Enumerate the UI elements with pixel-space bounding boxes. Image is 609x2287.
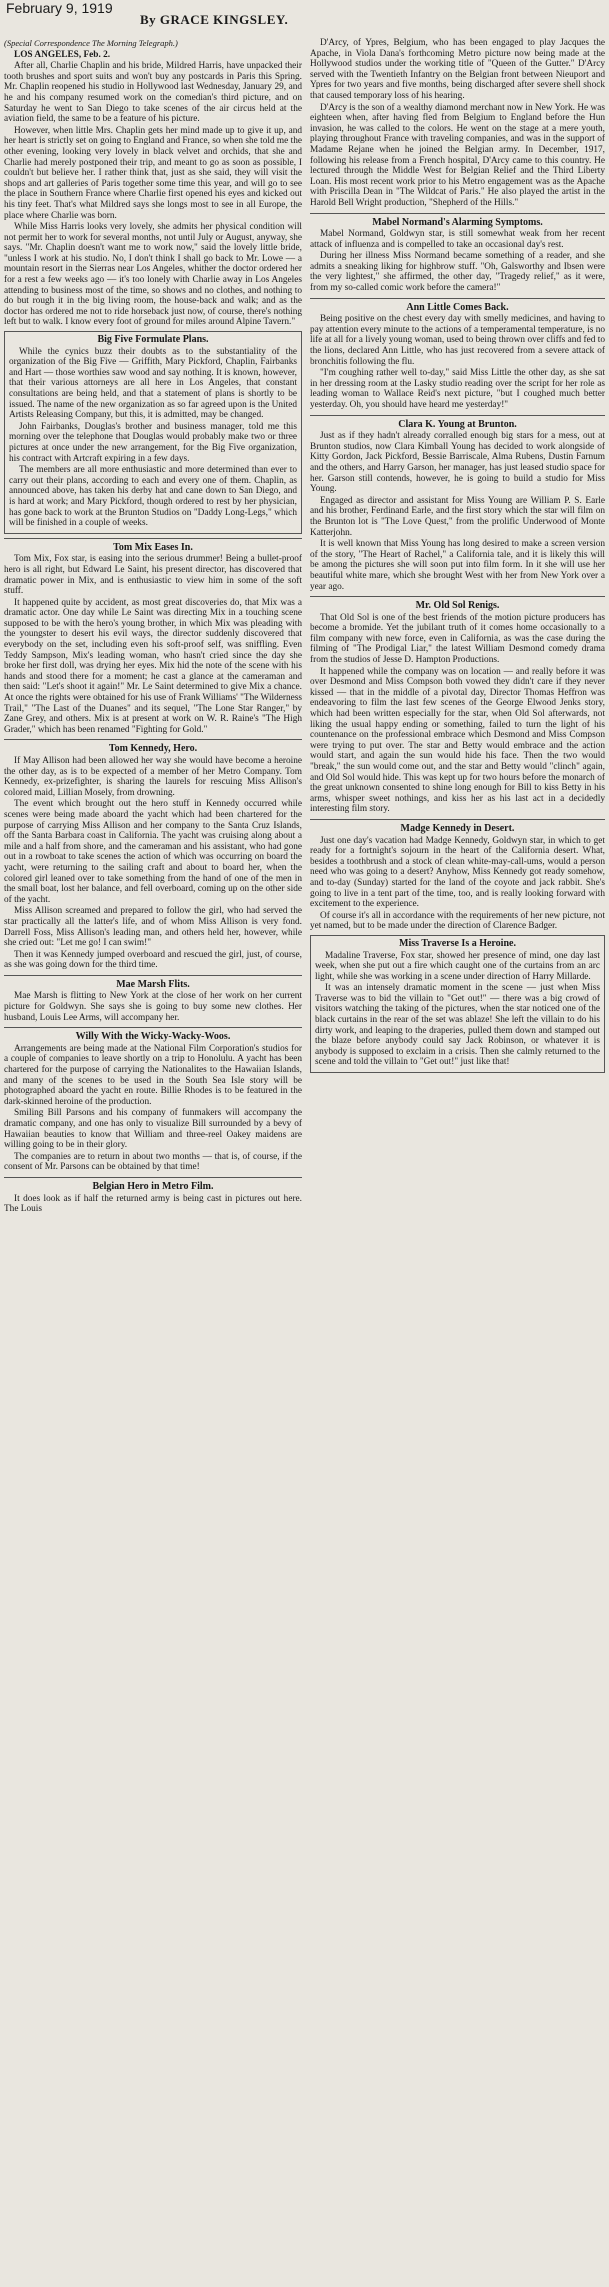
section-paragraph: The members are all more enthusiastic and more determined than ever to carry out their plans, according to each and every one of them. Chaplin, as announced above, has taken his derby hat and cane down to San Diego, and is hard at work; and Mary Pickford, though ordered to rest by her physician, has gone back to work at the Brunton Studios on "Daddy Long-Legs," which will be finished in a couple of weeks.: [9, 465, 297, 529]
section-divider: [310, 596, 605, 597]
section-heading: Clara K. Young at Brunton.: [398, 418, 517, 430]
section-heading: Big Five Formulate Plans.: [97, 334, 209, 346]
section-paragraph: Miss Allison screamed and prepared to follow the girl, who had served the star practically all the latter's life, and of whom Miss Allison is very fond. Darrell Foss, Miss Allison's leading man, and others held her, however, while she cried out: "Let me go! I can swim!": [4, 906, 302, 949]
section-heading: Tom Mix Eases In.: [113, 541, 193, 553]
section-paragraph: Mabel Normand, Goldwyn star, is still somewhat weak from her recent attack of influenza and is compelled to take an occasional day's rest.: [310, 229, 605, 250]
section-heading: Mr. Old Sol Renigs.: [415, 600, 500, 612]
section-divider: [4, 975, 302, 976]
article-section: [310, 213, 605, 294]
section-heading: Willy With the Wicky-Wacky-Woos.: [75, 1031, 231, 1043]
section-paragraph: It happened while the company was on location — and really before it was over Desmond and Miss Compson both vowed they didn't care if they never kissed — that in the middle of a pivotal day, Director Thomas Heffron was endeavoring to film the last few scenes of the George Elwood Jenks story, which had been written especially for the star, when Old Sol afterwards, not liking the usual happy ending or something, failed to turn the light of his countenance on the professional embrace which Desmond and Miss Compson were trying to put over. The star and Betty would embrace and the action would start, and again the sun would hide his face. Then the two would "break," the sun would come out, and the star and Betty would "clinch" again, and Old Sol would hide. This was kept up for two hours before the monarch of the great unknown consented to shine long enough for Bill to kiss Betty in his arms, whisper sweet nothings, and kiss her as his last act in a decidedly interesting film story.: [310, 666, 605, 815]
section-divider: [4, 1027, 302, 1028]
section-paragraph: During her illness Miss Normand became something of a reader, and she admits a sneaking liking for highbrow stuff. "Oh, Galsworthy and Ibsen were the very lightest," she affirmed, the other day, "Tragedy relief," as it were, from my so-called comic work before the camera!": [310, 251, 605, 294]
left-sections: [4, 331, 302, 1215]
section-paragraph: It is well known that Miss Young has long desired to make a screen version of the story, "The Heart of Rachel," a California tale, and it is likely this will be among the pictures she will soon put into film form. In it she will use her beautiful white mare, which she brought West with her from New York over a year ago.: [310, 539, 605, 592]
section-paragraph: Madaline Traverse, Fox star, showed her presence of mind, one day last week, when she put out a fire which caught one of the curtains from an arc light, while she was working in a scene under direction of Harry Millarde.: [315, 950, 600, 982]
section-paragraph: Just one day's vacation had Madge Kennedy, Goldwyn star, in which to get ready for a fortnight's sojourn in the heart of the California desert. What, besides a toothbrush and a stock of clean white-may-call-ums, would a person need who was going to a desert? Anyhow, Miss Kennedy got ready somehow, and to-day (Sunday) started for the land of the coyote and jack rabbit. She's going to live in a tent part of the time, too, and is really looking forward with excitement to the experience.: [310, 835, 605, 910]
article-section: [310, 596, 605, 815]
section-divider: [310, 298, 605, 299]
continued-paragraph: D'Arcy, of Ypres, Belgium, who has been engaged to play Jacques the Apache, in Viola Dana's forthcoming Metro picture now being made at the Hollywood studios under the working title of "Queen of the Gutter." D'Arcy served with the Twentieth Infantry on the Belgian front between Nieuport and Ypres for two years and five months, being discharged after severe shell shock that caused temporary loss of his hearing.: [310, 38, 605, 101]
article-section: [4, 1027, 302, 1173]
section-paragraph: Being positive on the chest every day with smelly medicines, and having to pay attention every minute to the actions of a temperamental temperature, is no life at all for a lively young woman, used to being thrown over cliffs and fed to the lions, declared Ann Little, who has just recovered from a severe attack of bronchitis following the flu.: [310, 314, 605, 367]
section-divider: [310, 415, 605, 416]
right-sections: [310, 213, 605, 1074]
section-divider: [4, 1177, 302, 1178]
section-paragraph: Smiling Bill Parsons and his company of funmakers will accompany the dramatic company, and one has only to visualize Bill surrounded by a bevy of Hawaiian beauties to know that William and three-reel Oakey maidens are willing going to be in their glory.: [4, 1108, 302, 1151]
article-section: [310, 819, 605, 932]
continued-story: [310, 38, 605, 209]
section-heading: Tom Kennedy, Hero.: [108, 743, 198, 755]
section-paragraph: "I'm coughing rather well to-day," said Miss Little the other day, as she sat in her dressing room at the Lasky studio reading over the script for her role as leading woman to Wallace Reid's next picture, "but I coughed much better yesterday. Oh, you should have heard me yesterday!": [310, 368, 605, 410]
correspondence-credit: (Special Correspondence The Morning Telegraph.): [4, 38, 178, 48]
section-paragraph: The event which brought out the hero stuff in Kennedy occurred while scenes were being made aboard the yacht which had been chartered for the purpose of carrying Miss Allison and her company to the Santa Cruz Islands, off the Santa Barbara coast in California. The yacht was cruising along about a mile and a half from shore, and the cameraman and his assistant, who had gone out in a rowboat to take scenes the action of which was occurring on board the yacht, were returning to the sailing craft and about to board her, when the colored girl leaned over to take something from the hand of one of the men in the small boat, lost her balance, and fell overboard, coming up on the other side of the yacht.: [4, 799, 302, 905]
article-section: [4, 975, 302, 1023]
article-section: [310, 415, 605, 593]
lead-paragraph: After all, Charlie Chaplin and his bride, Mildred Harris, have unpacked their tooth brushes and sport suits and won't buy any postcards in Paris this Spring. Mr. Chaplin reopened his studio in Hollywood last Wednesday, January 29, and he and his company resumed work on the comedian's third picture, and on Saturday he went to San Diego to take scenes of the air circus held at the aviation field, the same to be a feature of his picture.: [4, 61, 302, 125]
section-paragraph: That Old Sol is one of the best friends of the motion picture producers has become a bromide. Yet the jubilant truth of it comes home occasionally to a film company with new force, even in California, as was the case during the filming of "The Prodigal Liar," the latest William Desmond comedy drama from the studios of Jesse D. Hampton Productions.: [310, 612, 605, 666]
section-paragraph: Of course it's all in accordance with the requirements of her new picture, not yet named, but to be made under the direction of Clarence Badger.: [310, 910, 605, 932]
section-divider: [4, 538, 302, 539]
section-paragraph: It happened quite by accident, as most great discoveries do, that Mix was a dramatic actor. One day while Le Saint was directing Mix in a touching scene supposed to be with the hero's young brother, in which Mix was pleading with the youngster to desert his evil ways, the director suddenly discovered that everybody on the set, including even his soft-proof self, was sniffling. Even Teddy Sampson, Mix's leading woman, who hasn't cried since the day she broke her first doll, was drying her eyes. Mix hid the note of the scene with his hands and stood there for a moment; he cast a glance at the cameraman and then said: "Let's shoot it again!" Mr. Le Saint determined to give Mix a chance. At once the rights were obtained for his use of Frank Williams' "The Wilderness Trail," "The Last of the Duanes" and its sequel, "The Lone Star Ranger," by Zane Grey, and others. Mix is at present at work on W. R. Raine's "The High Grader," which has been renamed "Fighting for Gold.": [4, 597, 302, 735]
section-paragraph: Engaged as director and assistant for Miss Young are William P. S. Earle and his brother, Ferdinand Earle, and the first story which the star will film on the Brunton lot is "The Love Quest," from the prolific Underwood of Monte Katterjohn.: [310, 495, 605, 538]
section-paragraph: The companies are to return in about two months — that is, of course, if the consent of Mr. Parsons can be obtained by that time!: [4, 1151, 302, 1173]
section-paragraph: John Fairbanks, Douglas's brother and business manager, told me this morning over the telephone that Douglas would probably make two or three pictures at once under the new arrangement, for the Big Five organization, his contract with Artcraft expiring in a few days.: [9, 421, 297, 464]
page-date: February 9, 1919: [6, 0, 113, 16]
lead-paragraph: However, when little Mrs. Chaplin gets her mind made up to give it up, and her heart is strictly set on going to England and France, so when she told me the other evening, looking very lovely in black velvet and orchids, that she and Charlie had merely postponed their trip, and meant to go as soon as possible, I couldn't but believe her. I rather think that, just as she said, they will visit the shops and art galleries of Paris together some time this year, and will go to see the place in Southern France where Charlie first opened his eyes and kicked out his tiny feet. That's what Mildred says she longs most to see in all Europe, the place where Charlie was born.: [4, 125, 302, 221]
section-paragraph: Mae Marsh is flitting to New York at the close of her work on her current picture for Goldwyn. She says she is going to buy some new clothes. Her husband, Louis Lee Arms, will accompany her.: [4, 991, 302, 1023]
article-section: [4, 1177, 302, 1215]
section-heading: Ann Little Comes Back.: [406, 301, 509, 313]
section-paragraph: Tom Mix, Fox star, is easing into the serious drummer! Being a bullet-proof hero is all right, but Edward Le Saint, his present director, has discovered that dramatic power in Mix, and is enthusiastic to view him in some of the soft stuff.: [4, 554, 302, 597]
left-column: [4, 38, 302, 2283]
article-section: [4, 538, 302, 736]
section-divider: [310, 213, 605, 214]
section-paragraph: It does look as if half the returned army is being cast in pictures out here. The Louis: [4, 1193, 302, 1215]
right-column: [310, 38, 605, 2283]
section-paragraph: Just as if they hadn't already corralled enough big stars for a mess, out at Brunton studios, now Clara Kimball Young has decided to work alongside of Kitty Gordon, Jack Pickford, Bessie Barriscale, Alma Rubens, Dustin Farnum and the others, and Harry Garson, her manager, has just leased studio space for her. Garson still contends, however, he is going to build a studio for Miss Young.: [310, 431, 605, 495]
section-paragraph: Arrangements are being made at the National Film Corporation's studios for a couple of companies to leave shortly on a trip to Honolulu. A yacht has been chartered for the purpose of carrying the Nationalites to the Hawaiian Islands, and many of the scenes to be used in the South Sea Isle story will be photographed aboard the yacht en route. Billie Rhodes is to be featured in the dark-skinned heroine of the production.: [4, 1043, 302, 1107]
lead-story: [4, 61, 302, 328]
section-paragraph: While the cynics buzz their doubts as to the substantiality of the organization of the Big Five — Griffith, Mary Pickford, Chaplin, Fairbanks and Hart — those worthies saw wood and say nothing. It is known, however, that their various attorneys are all here in Los Angeles, that constant consultations are being held, and that a statement of plans is shortly to be issued. The name of the new organization as so far agreed upon is the United Artists Releasing Company, but this, it is admitted, may be changed.: [9, 346, 297, 421]
lead-paragraph: While Miss Harris looks very lovely, she admits her physical condition will not permit her to work for several months, not until July or August, anyway, she says. "Mr. Chaplin doesn't want me to work now," said the lovely little bride, "unless I work at his studio. No, I don't think I shall go back to Mr. Lowe — a mountain resort in the Sierras near Los Angeles, whither the doctor ordered her for a rest a few weeks ago — it's too lonely with Charlie away in Los Angeles attending to business most of the time, so shows and no clothes, and nothing to do but rough it in the big living room, the house-back and walk; and as the doctor has ordered me not to ride horseback just now, of course, there's nothing left but to walk. I know every foot of ground for miles around Alpine Tavern.": [4, 222, 302, 328]
section-divider: [4, 739, 302, 740]
continued-paragraph: D'Arcy is the son of a wealthy diamond merchant now in New York. He was eighteen when, after having fled from Belgium to England before the Hun invasion, he was called to the colors. He went on the stage at a mere youth, playing throughout France with traveling companies, and was in the support of Madame Rejane when he joined the Belgian army. In December, 1917, following his release from a French hospital, D'Arcy came to this country. He lectured through the Middle West for Belgian Relief and the Third Liberty Loan. His most recent work prior to his Metro engagement was as the Apache with Priscilla Dean in "The Wildcat of Paris." He also played the artist in the Harold Bell Wright production, "Shepherd of the Hills.": [310, 102, 605, 208]
dateline: LOS ANGELES, Feb. 2.: [14, 49, 111, 60]
section-heading: Madge Kennedy in Desert.: [400, 822, 515, 834]
section-paragraph: Then it was Kennedy jumped overboard and rescued the girl, just, of course, as she was going down for the third time.: [4, 949, 302, 971]
section-heading: Belgian Hero in Metro Film.: [92, 1180, 214, 1192]
section-heading: Mabel Normand's Alarming Symptoms.: [372, 216, 543, 228]
byline: By GRACE KINGSLEY.: [140, 12, 289, 27]
section-heading: Miss Traverse Is a Heroine.: [399, 937, 516, 949]
section-divider: [310, 819, 605, 820]
article-section: [4, 739, 302, 970]
section-heading: Mae Marsh Flits.: [116, 978, 190, 990]
article-section: [310, 935, 605, 1073]
section-paragraph: If May Allison had been allowed her way she would have become a heroine the other day, as is to be expected of a member of her Metro Company. Tom Kennedy, ex-prizefighter, is sharing the laurels for rescuing Miss Allison's colored maid, Lillian Mosely, from drowning.: [4, 756, 302, 798]
article-section: [310, 298, 605, 411]
section-paragraph: It was an intensely dramatic moment in the scene — just when Miss Traverse was to bid the villain to "Get out!" — there was a big crowd of visitors watching the taking of the pictures, when the star noticed one of the black curtains in the rear of the set was ablaze! She left the villain to do his dirty work, and leaping to the draperies, pulled them down and stamped out the blaze before anybody could say Jack Robinson, or whatever it is anybody is supposed to exclaim in a crisis. Then she calmly returned to the scene and told the villain to "Get out!" just like that!: [315, 983, 600, 1068]
article-section: [4, 331, 302, 534]
